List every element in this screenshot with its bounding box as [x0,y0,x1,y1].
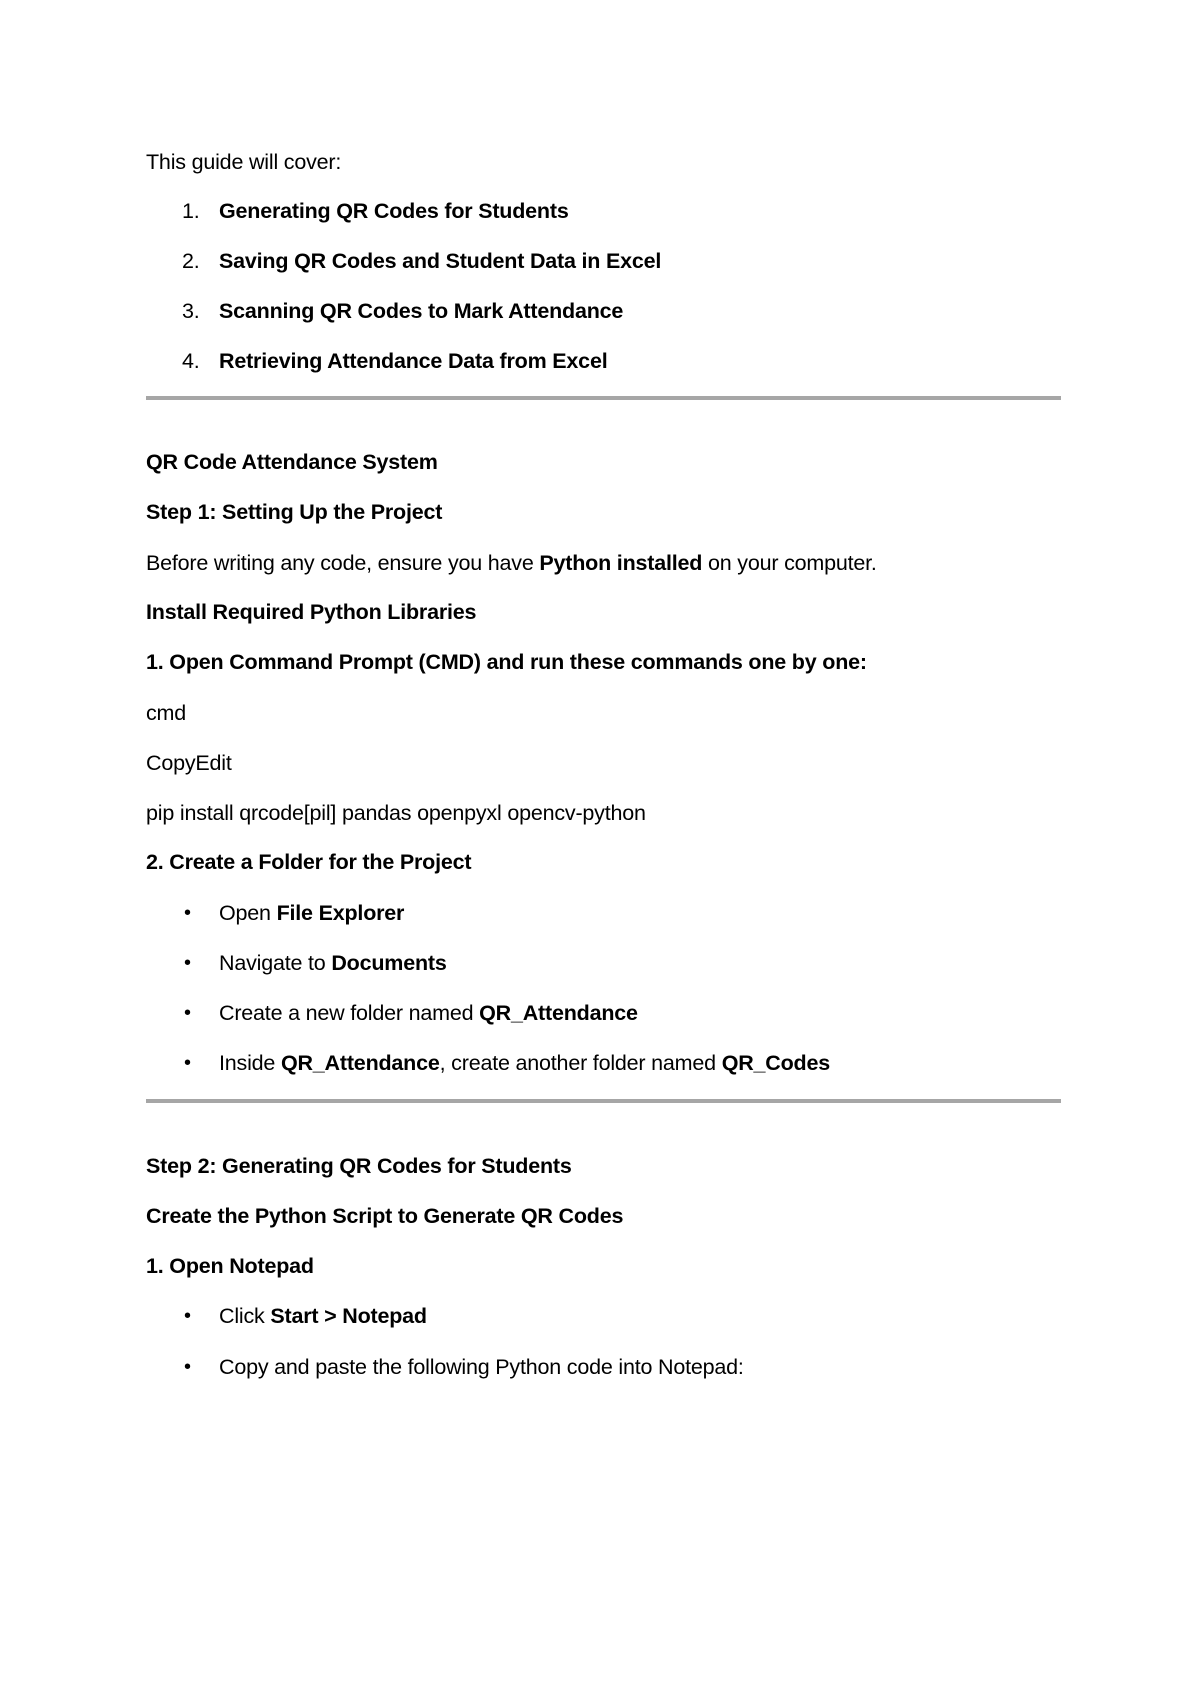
toc-number: 2. [182,249,200,273]
step1-heading: Step 1: Setting Up the Project [146,500,443,524]
bullet-icon: • [184,1002,191,1024]
list-item-bold: QR_Codes [721,1051,831,1075]
list-item [219,950,447,976]
list-item [219,1000,638,1026]
script-heading: Create the Python Script to Generate QR Codes [146,1204,624,1228]
para-text: on your computer. [702,551,877,575]
pip-command: pip install qrcode[pil] pandas openpyxl opencv-python [146,801,646,825]
list-item-text: Copy and paste the following Python code into Notepad: [219,1355,744,1379]
intro-text: This guide will cover: [146,150,342,174]
list-item [219,1303,427,1329]
toc-number: 4. [182,349,200,373]
para-text: Before writing any code, ensure you have [146,551,540,575]
para-bold-text: Python installed [539,551,703,575]
list-item-bold: QR_Attendance [280,1051,440,1075]
bullet-icon: • [184,1305,191,1327]
notepad-heading: 1. Open Notepad [146,1254,314,1278]
copy-edit-label: CopyEdit [146,751,232,775]
step2-heading: Step 2: Generating QR Codes for Students [146,1154,572,1178]
list-item-text: Open [219,901,277,925]
toc-item: Retrieving Attendance Data from Excel [219,349,608,373]
libraries-heading: Install Required Python Libraries [146,600,477,624]
list-item-text: Create a new folder named [219,1001,480,1025]
toc-item: Saving QR Codes and Student Data in Excel [219,249,662,273]
bullet-icon: • [184,902,191,924]
toc-number: 1. [182,199,200,223]
list-item-text: , create another folder named [439,1051,722,1075]
cmd-instruction: 1. Open Command Prompt (CMD) and run these commands one by one: [146,650,867,674]
horizontal-rule [146,396,1061,400]
toc-item: Generating QR Codes for Students [219,199,569,223]
bullet-icon: • [184,1356,191,1378]
horizontal-rule [146,1099,1061,1103]
toc-number: 3. [182,299,200,323]
list-item [219,900,404,926]
list-item-bold: QR_Attendance [479,1001,638,1025]
list-item-text: Navigate to [219,951,332,975]
bullet-icon: • [184,952,191,974]
list-item [219,1354,744,1380]
folder-heading: 2. Create a Folder for the Project [146,850,472,874]
list-item-bold: Start > Notepad [270,1304,427,1328]
list-item-text: Inside [219,1051,281,1075]
list-item [219,1050,830,1076]
system-title: QR Code Attendance System [146,450,438,474]
list-item-bold: Documents [331,951,447,975]
toc-item: Scanning QR Codes to Mark Attendance [219,299,624,323]
step1-paragraph [146,550,877,576]
list-item-text: Click [219,1304,271,1328]
bullet-icon: • [184,1052,191,1074]
list-item-bold: File Explorer [276,901,405,925]
code-language-label: cmd [146,701,187,725]
